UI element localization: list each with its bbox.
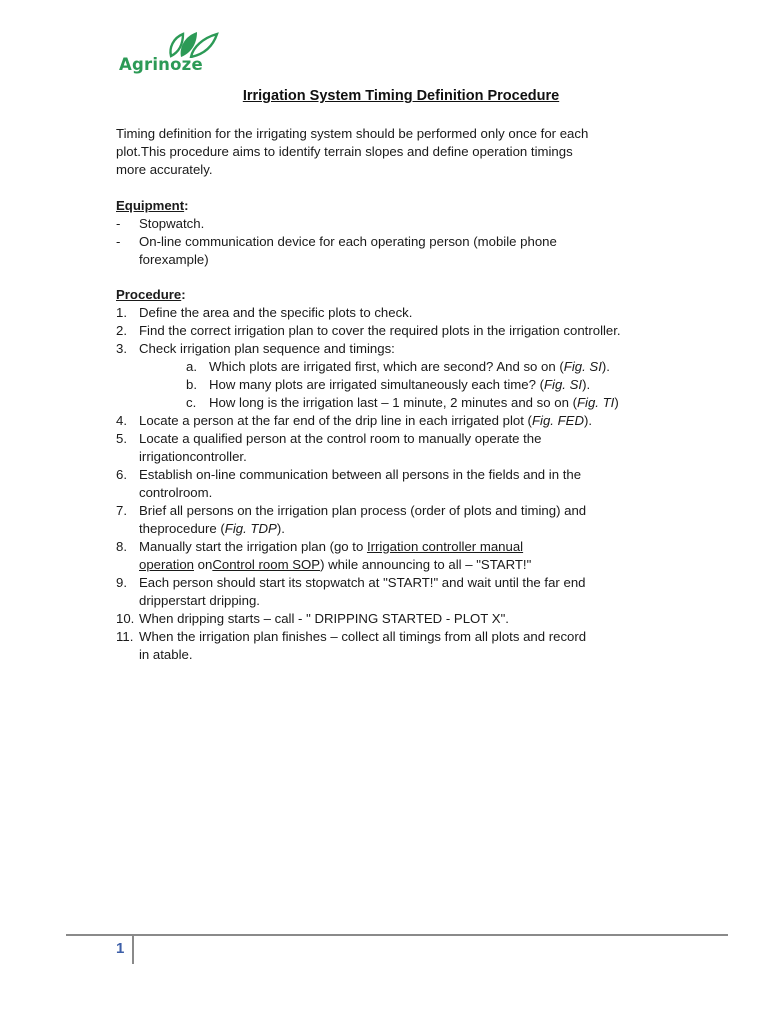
sub-list-item: a. Which plots are irrigated first, which are second? And so on (Fig. SI). bbox=[186, 359, 610, 374]
irrigation-controller-manual-link[interactable]: Irrigation controller manual bbox=[366, 539, 524, 554]
list-item: 8. Manually start the irrigation plan (go to Irrigation controller manual operation onControl room SOP) while announcing to all – "START!" bbox=[116, 539, 532, 572]
company-logo bbox=[119, 30, 229, 78]
list-item: 4. Locate a person at the far end of the drip line in each irrigated plot (Fig. FED). bbox=[116, 413, 593, 428]
list-item: 11. When the irrigation plan finishes – collect all timings from all plots and record in atable. bbox=[116, 629, 587, 662]
list-item: 2. Find the correct irrigation plan to cover the required plots in the irrigation controller. bbox=[116, 323, 621, 338]
equipment-heading: Equipment: bbox=[116, 198, 189, 213]
list-item: 10. When dripping starts – call - " DRIPPING STARTED - PLOT X". bbox=[116, 611, 509, 626]
document-title: Irrigation System Timing Definition Procedure bbox=[242, 88, 560, 104]
list-item: 6. Establish on-line communication between all persons in the fields and in the controlroom. bbox=[116, 467, 582, 500]
list-item: - On-line communication device for each operating person (mobile phone forexample) bbox=[116, 234, 557, 267]
footer-rule bbox=[66, 934, 728, 936]
page-number: 1 bbox=[116, 940, 125, 957]
footer-divider bbox=[132, 936, 134, 964]
sub-list bbox=[139, 358, 696, 412]
logo-text: Agrinoze bbox=[119, 55, 203, 74]
list-item: 5. Locate a qualified person at the control room to manually operate the irrigationcontroller. bbox=[116, 431, 542, 464]
list-item: - Stopwatch. bbox=[116, 216, 205, 231]
sub-list-item: c. How long is the irrigation last – 1 minute, 2 minutes and so on (Fig. TI) bbox=[186, 395, 619, 410]
leaf-logo-icon bbox=[165, 30, 219, 58]
control-room-sop-link[interactable]: Control room SOP bbox=[212, 557, 321, 572]
sub-list-item: b. How many plots are irrigated simultaneously each time? (Fig. SI). bbox=[186, 377, 591, 392]
equipment-list bbox=[116, 215, 676, 269]
list-item: 9. Each person should start its stopwatch at "START!" and wait until the far end dripperstart dripping. bbox=[116, 575, 586, 608]
intro-paragraph: Timing definition for the irrigating system should be performed only once for each plot.This procedure aims to identify terrain slopes and define operation timings more accurately. bbox=[116, 126, 589, 177]
list-item: 1. Define the area and the specific plots to check. bbox=[116, 305, 413, 320]
operation-link[interactable]: operation bbox=[139, 557, 194, 572]
list-item: 7. Brief all persons on the irrigation plan process (order of plots and timing) and theprocedure (Fig. TDP). bbox=[116, 503, 587, 536]
procedure-heading: Procedure: bbox=[116, 287, 186, 302]
procedure-steps bbox=[116, 304, 696, 664]
list-item: 3. Check irrigation plan sequence and timings: a. Which plots are irrigated first, which are second? And so on (Fig. SI). b. How many plots are irrigated simultaneously each time? (Fig. SI). c. How long is the irrigation last – 1 minute, 2 minutes and so on (Fig. TI) bbox=[116, 340, 696, 412]
